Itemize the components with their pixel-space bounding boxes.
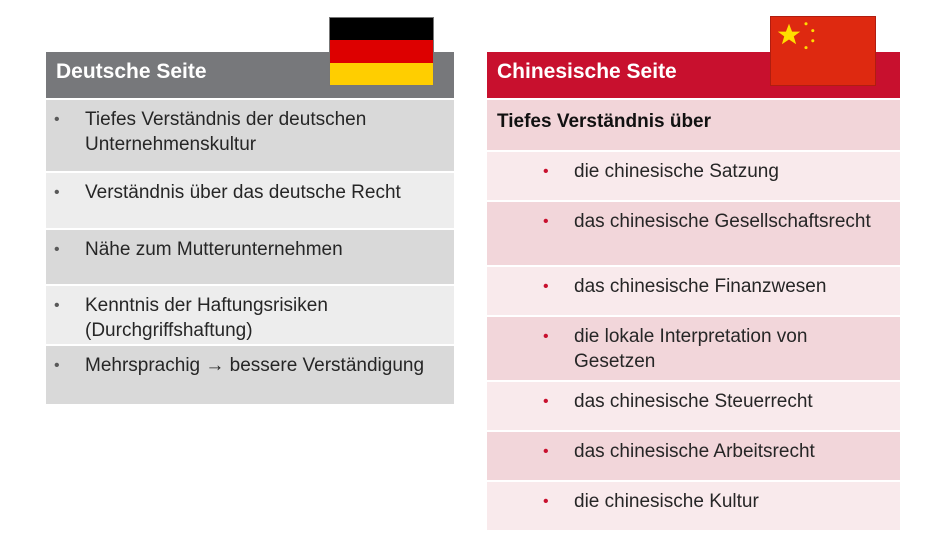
list-item — [46, 344, 454, 404]
german-side-header: Deutsche Seite — [46, 52, 454, 98]
list-item-text: Mehrsprachig → bessere Verständigung — [85, 355, 425, 376]
list-item — [46, 98, 454, 171]
list-item-text: Tiefes Verständnis der deutschen Unternehmenskultur — [85, 109, 367, 155]
list-item-text: die chinesische Satzung — [574, 161, 779, 182]
list-item — [487, 315, 900, 380]
list-item — [487, 200, 900, 265]
bullet-icon: • — [543, 278, 549, 295]
bullet-icon: • — [543, 163, 549, 180]
list-item — [46, 171, 454, 228]
list-item-text: die lokale Interpretation von Gesetzen — [574, 326, 808, 372]
list-item-text: das chinesische Gesellschaftsrecht — [574, 211, 871, 232]
bullet-icon: • — [54, 297, 60, 314]
german-side-panel — [46, 52, 454, 404]
list-item-text: das chinesische Arbeitsrecht — [574, 441, 815, 462]
list-item — [46, 228, 454, 284]
list-item — [487, 265, 900, 315]
bullet-icon: • — [54, 357, 60, 374]
list-item — [487, 480, 900, 530]
bullet-icon: • — [54, 241, 60, 258]
list-item-text: Kenntnis der Haftungsrisiken (Durchgriffshaftung) — [85, 295, 328, 341]
bullet-icon: • — [543, 493, 549, 510]
list-item-text: das chinesische Steuerrecht — [574, 391, 813, 412]
chinese-side-panel — [487, 52, 900, 530]
list-item-text: die chinesische Kultur — [574, 491, 759, 512]
list-item — [487, 380, 900, 430]
list-item — [46, 284, 454, 344]
list-item-text: Nähe zum Mutterunternehmen — [85, 239, 343, 260]
bullet-icon: • — [54, 111, 60, 128]
bullet-icon: • — [543, 328, 549, 345]
german-flag-icon — [329, 17, 434, 86]
bullet-icon: • — [54, 184, 60, 201]
bullet-icon: • — [543, 443, 549, 460]
list-item — [487, 430, 900, 480]
list-item-text: Verständnis über das deutsche Recht — [85, 182, 401, 203]
chinese-flag-icon — [770, 16, 876, 86]
chinese-side-subheading: Tiefes Verständnis über — [487, 98, 900, 150]
bullet-icon: • — [543, 393, 549, 410]
bullet-icon: • — [543, 213, 549, 230]
list-item-text: das chinesische Finanzwesen — [574, 276, 827, 297]
list-item — [487, 150, 900, 200]
chinese-side-header: Chinesische Seite — [487, 52, 900, 98]
